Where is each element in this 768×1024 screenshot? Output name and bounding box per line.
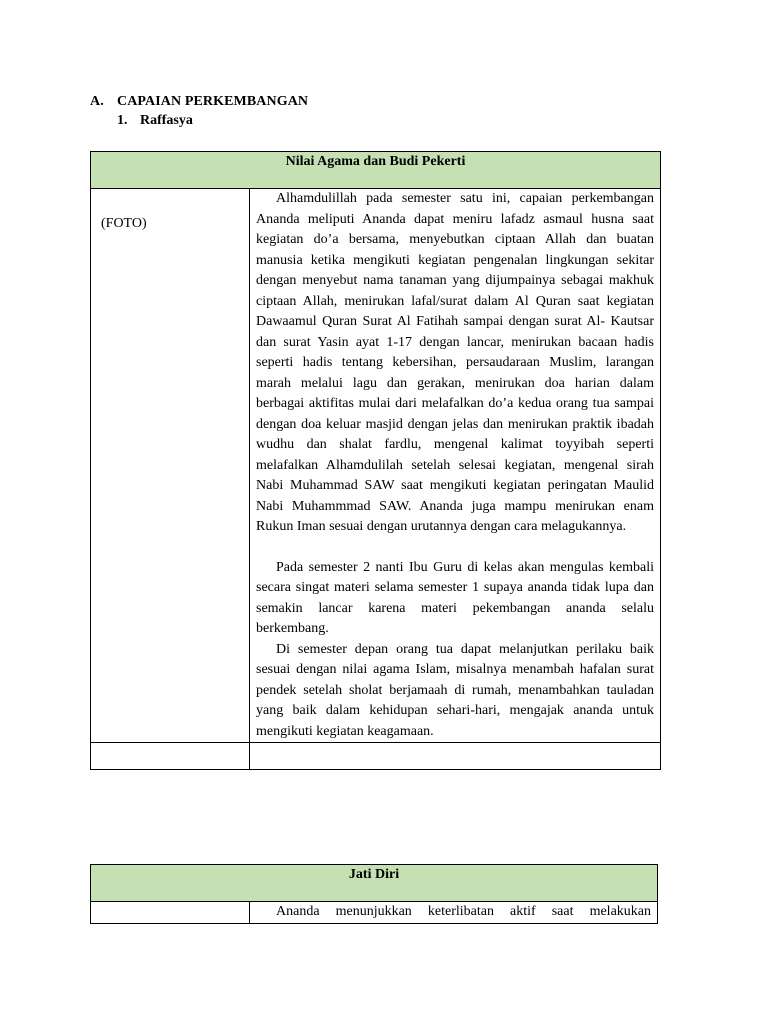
student-heading <box>117 113 193 129</box>
student-number: 1. <box>117 113 128 128</box>
table-header-nilai-agama: Nilai Agama dan Budi Pekerti <box>91 152 661 189</box>
description-paragraph-2: Pada semester 2 nanti Ibu Guru di kelas akan mengulas kembali secara singat materi selama semester 1 supaya ananda tidak lupa dan semakin lancar karena materi pekembangan ananda selalu berkembang. <box>256 559 654 636</box>
table-header-jati-diri: Jati Diri <box>91 865 658 902</box>
photo-cell <box>91 189 250 743</box>
section-letter: A. <box>90 94 104 109</box>
description-paragraph-1: Alhamdulillah pada semester satu ini, capaian perkembangan Ananda meliputi Ananda dapat meniru lafadz asmaul husna saat kegiatan do’a bersama, menyebutkan ciptaan Allah dan buatan manusia ketika mengikuti kegiatan pengenalan lingkungan sekitar dengan menyebut nama tanaman yang dijumpainya sebagai makhuk ciptaan Allah, menirukan lafal/surat dalam Al Quran saat kegiatan Dawaamul Quran Surat Al Fatihah sampai dengan surat Al- Kautsar dan surat Yasin ayat 1-17 dengan lancar, menirukan bacaan hadis seperti hadis tentang kebersihan, persaudaraan Muslim, larangan marah melalui lagu dan gerakan, menirukan doa harian dalam berbagai aktifitas mulai dari melafalkan do’a kedua orang tua sampai dengan doa keluar masjid dengan jelas dan menirukan praktik ibadah wudhu dan shalat fardlu, mengenal kalimat toyyibah seperti melafalkan Alhamdulilah setelah selesai kegiatan, mengenal sirah Nabi Muhammad SAW saat mengikuti kegiatan peringatan Maulid Nabi Muhammmad SAW. Ananda juga mampu menirukan enam Rukun Iman sesuai dengan urutannya dengan cara melagukannya. <box>256 191 654 534</box>
section-title: CAPAIAN PERKEMBANGAN <box>117 94 309 109</box>
photo-cell-jati-diri <box>91 902 250 924</box>
photo-placeholder: (FOTO) <box>101 216 147 231</box>
description-cell <box>250 189 661 743</box>
jati-diri-paragraph-1: Ananda menunjukkan keterlibatan aktif saat melakukan <box>276 904 651 919</box>
table-jati-diri <box>90 864 658 924</box>
empty-cell-left <box>91 743 250 770</box>
section-heading <box>90 94 308 110</box>
empty-cell-right <box>250 743 661 770</box>
description-cell-jati-diri <box>250 902 658 924</box>
description-paragraph-3: Di semester depan orang tua dapat melanjutkan perilaku baik sesuai dengan nilai agama Islam, misalnya menambah hafalan surat pendek setelah sholat berjamaah di rumah, menambahkan tauladan yang baik dalam kehidupan sehari-hari, mengajak ananda untuk mengikuti kegiatan keagamaan. <box>256 641 654 739</box>
table-nilai-agama <box>90 151 661 770</box>
student-name: Raffasya <box>140 113 193 128</box>
